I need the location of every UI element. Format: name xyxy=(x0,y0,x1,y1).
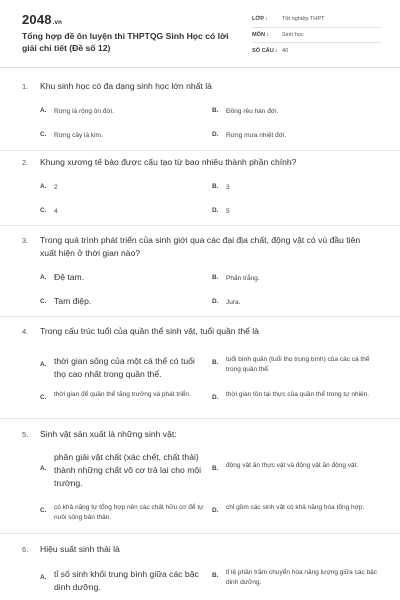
meta-value: Tốt nghiệp THPT xyxy=(282,16,325,23)
question-number: 6. xyxy=(22,545,29,554)
option-text: Đồng rêu hàn đới. xyxy=(226,108,279,115)
option-text: tuổi bình quân (tuổi thọ trung bình) của các cá thể trong quần thể. xyxy=(226,356,370,373)
option-text: 5 xyxy=(226,208,230,215)
option-label: D. xyxy=(212,131,219,138)
question-text: Trong cấu trúc tuổi của quần thể sinh vật, tuổi quần thể là xyxy=(40,326,259,336)
question-number: 2. xyxy=(22,158,29,167)
option-text: phân giải vật chất (xác chết, chất thải) thành những chất vô cơ trả lại cho môi trường. xyxy=(54,452,202,488)
meta-value: Sinh học xyxy=(282,31,304,38)
option-text: Đệ tam. xyxy=(54,272,85,282)
document-header xyxy=(0,0,400,68)
meta-row-grade xyxy=(252,12,382,28)
option-text: thời gian tồn tại thực của quần thể trong tự nhiên. xyxy=(226,391,370,398)
meta-key: MÔN : xyxy=(252,31,269,38)
option-text: Rừng mưa nhiệt đới. xyxy=(226,132,287,139)
option-label: A. xyxy=(40,183,47,190)
question-divider xyxy=(0,316,400,317)
meta-row-subject xyxy=(252,28,382,44)
meta-key: SỐ CÂU : xyxy=(252,47,278,54)
question-text: Sinh vật sản xuất là những sinh vật: xyxy=(40,429,177,439)
option-label: D. xyxy=(212,298,219,305)
question-text: Khu sinh học có đa dạng sinh học lớn nhất là xyxy=(40,81,212,91)
option-text: tỉ số sinh khối trung bình giữa các bậc dinh dưỡng. xyxy=(54,569,199,592)
option-text: Rừng cây lá kim. xyxy=(54,132,103,139)
option-label: C. xyxy=(40,298,47,305)
option-text: thời gian sống của một cá thể có tuổi thọ cao nhất trong quần thể. xyxy=(54,356,195,379)
option-text: Rừng lá rộng ôn đới. xyxy=(54,108,114,115)
option-label: C. xyxy=(40,131,47,138)
question-text: Hiệu suất sinh thái là xyxy=(40,544,120,554)
question-divider xyxy=(0,418,400,419)
option-text: Jura. xyxy=(226,299,241,306)
option-label: B. xyxy=(212,465,219,472)
option-label: C. xyxy=(40,394,47,401)
question-number: 3. xyxy=(22,236,29,245)
site-logo[interactable] xyxy=(22,12,62,27)
meta-row-question-count xyxy=(252,43,382,59)
option-text: 3 xyxy=(226,184,230,191)
option-label: A. xyxy=(40,574,47,581)
option-label: A. xyxy=(40,274,47,281)
question-text: Khung xương tế bào được cấu tạo từ bao nhiêu thành phần chính? xyxy=(40,157,297,167)
option-label: A. xyxy=(40,107,47,114)
question-divider xyxy=(0,225,400,226)
document-meta-table xyxy=(252,12,382,59)
option-label: D. xyxy=(212,394,219,401)
option-text: 4 xyxy=(54,208,58,215)
option-text: có khả năng tự tổng hợp nên các chất hữu cơ để tự nuôi sống bản thân. xyxy=(54,504,204,521)
option-text: Phấn trắng. xyxy=(226,275,260,282)
meta-key: LỚP : xyxy=(252,16,268,23)
question-number: 1. xyxy=(22,82,29,91)
document-title: Tổng hợp đề ôn luyện thi THPTQG Sinh Học có lời giải chi tiết (Đề số 12) xyxy=(22,31,229,53)
option-text: động vật ăn thực vật và động vật ăn động vật. xyxy=(226,462,359,469)
question-text: Trong quá trình phát triển của sinh giới qua các đại địa chất, động vật có vú đầu tiên xuất hiện ở thời gian nào? xyxy=(40,235,361,258)
logo-main: 2048 xyxy=(22,12,52,27)
option-text: 2 xyxy=(54,184,58,191)
option-label: B. xyxy=(212,359,219,366)
option-text: chỉ gồm các sinh vật có khả năng hóa tổng hợp. xyxy=(226,504,365,511)
option-label: C. xyxy=(40,507,47,514)
question-number: 4. xyxy=(22,327,29,336)
option-label: A. xyxy=(40,361,47,368)
option-label: D. xyxy=(212,207,219,214)
meta-value: 40 xyxy=(282,47,289,54)
logo-suffix: .vn xyxy=(52,20,63,26)
option-label: C. xyxy=(40,207,47,214)
question-divider xyxy=(0,533,400,534)
option-label: B. xyxy=(212,572,219,579)
question-divider xyxy=(0,150,400,151)
option-label: A. xyxy=(40,465,47,472)
option-text: tỉ lệ phần trăm chuyển hóa năng lượng giữa các bậc dinh dưỡng. xyxy=(226,569,378,586)
option-label: B. xyxy=(212,183,219,190)
option-label: B. xyxy=(212,274,219,281)
option-label: D. xyxy=(212,507,219,514)
question-number: 5. xyxy=(22,430,29,439)
option-text: thời gian để quần thể tăng trưởng và phát triển. xyxy=(54,391,191,398)
option-text: Tam điệp. xyxy=(54,296,92,306)
option-label: B. xyxy=(212,107,219,114)
